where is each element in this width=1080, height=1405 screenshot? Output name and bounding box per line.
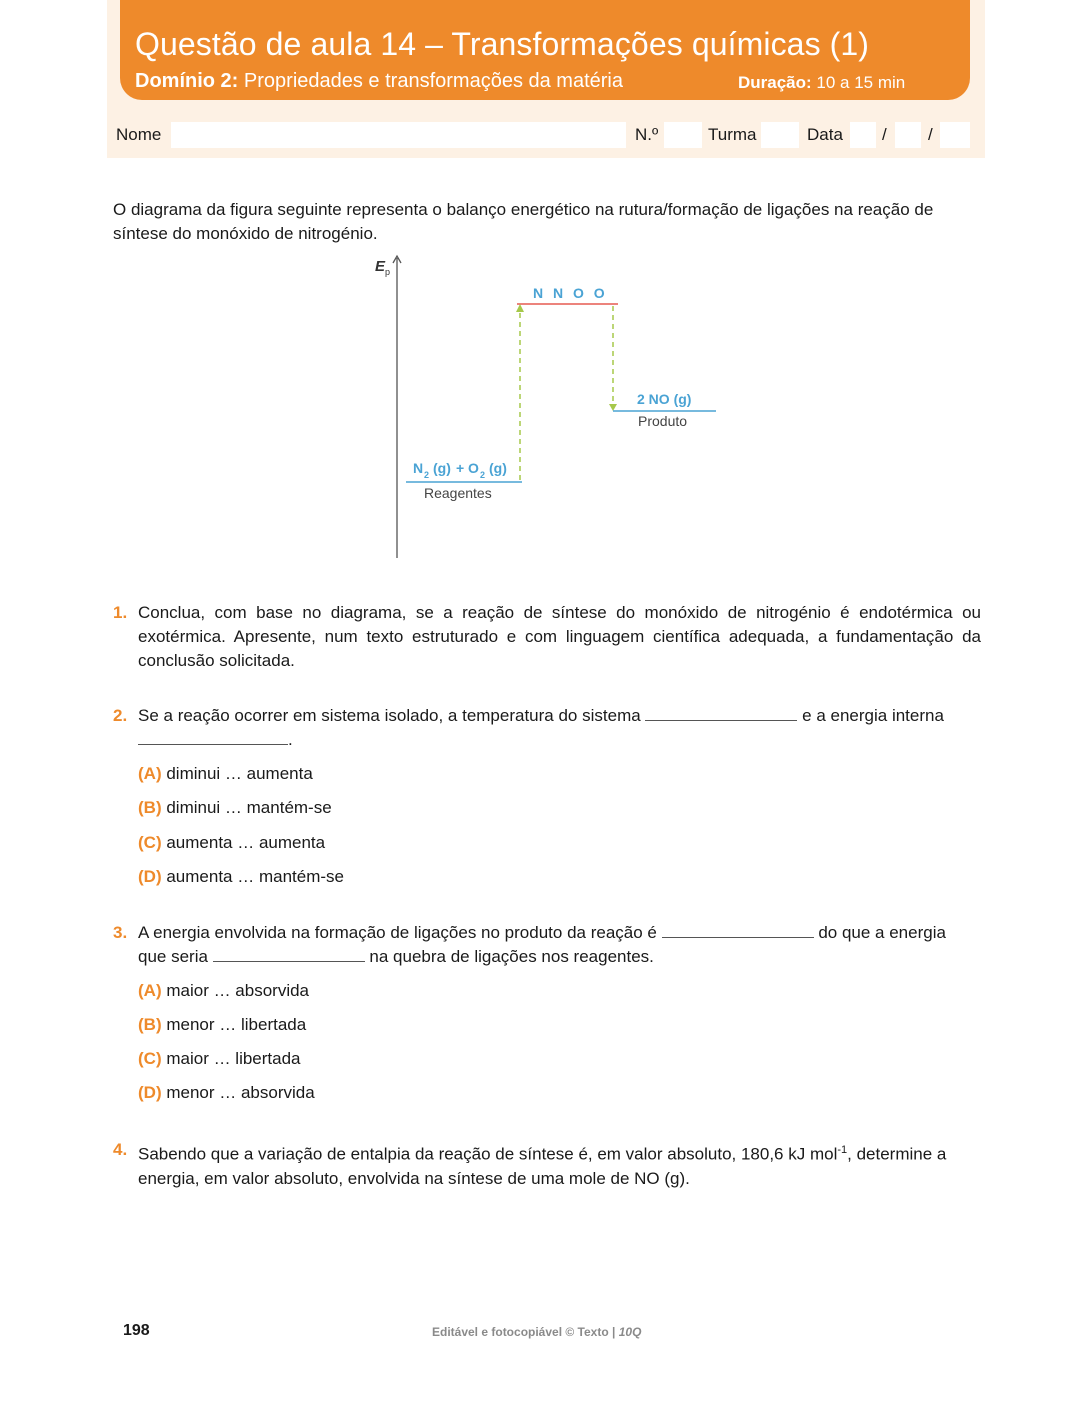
axis-label: E bbox=[375, 258, 386, 275]
question-text: Conclua, com base no diagrama, se a reação de síntese do monóxido de nitrogénio é endotérmica ou exotérmica. Apresente, num texto estruturado e com linguagem científica adequada, a fundamentação da conclusão solicitada. bbox=[138, 603, 981, 670]
bond-breaking-arrowhead bbox=[516, 304, 524, 312]
question-number: 1. bbox=[113, 603, 128, 622]
bond-forming-arrowhead bbox=[609, 404, 617, 411]
option-2c[interactable] bbox=[138, 833, 325, 853]
question-text-part: A energia envolvida na formação de ligações no produto da reação é bbox=[138, 923, 657, 942]
date-separator: / bbox=[928, 125, 933, 144]
option-text: diminui … mantém-se bbox=[166, 798, 332, 817]
answer-blank bbox=[662, 924, 814, 938]
header-band bbox=[120, 0, 970, 100]
credit-separator: | bbox=[612, 1325, 616, 1339]
class-label: Turma bbox=[708, 125, 757, 144]
axis-subscript: p bbox=[385, 267, 391, 277]
atoms-label: N N O O bbox=[533, 285, 608, 301]
name-label: Nome bbox=[116, 125, 162, 144]
number-field[interactable] bbox=[664, 122, 702, 148]
date-month-field[interactable] bbox=[895, 122, 921, 148]
question-text-part: do que a energia bbox=[818, 923, 946, 942]
number-label: N.º bbox=[635, 125, 659, 144]
question-number: 4. bbox=[113, 1140, 128, 1159]
domain-label: Domínio 2: bbox=[135, 70, 239, 92]
option-3a[interactable] bbox=[138, 981, 309, 1001]
option-2d[interactable] bbox=[138, 867, 344, 887]
question-text-part: Se a reação ocorrer em sistema isolado, a temperatura do sistema bbox=[138, 706, 641, 725]
question-text bbox=[138, 1138, 981, 1191]
reactant-n-state: (g) bbox=[433, 460, 451, 476]
question-number: 3. bbox=[113, 923, 128, 942]
reactant-o-state: (g) bbox=[489, 460, 507, 476]
option-letter: (C) bbox=[138, 833, 162, 852]
answer-blank bbox=[213, 948, 365, 962]
option-text: maior … absorvida bbox=[166, 981, 310, 1000]
duration-text: 10 a 15 min bbox=[816, 73, 906, 92]
option-2b[interactable] bbox=[138, 798, 332, 818]
unit-superscript: -1 bbox=[837, 1144, 848, 1156]
question-text bbox=[138, 704, 981, 752]
domain-text: Propriedades e transformações da matéria bbox=[243, 70, 623, 92]
question-3 bbox=[113, 921, 981, 969]
option-text: menor … libertada bbox=[166, 1015, 307, 1034]
date-year-field[interactable] bbox=[940, 122, 970, 148]
duration-line bbox=[738, 73, 905, 93]
option-3b[interactable] bbox=[138, 1015, 306, 1035]
answer-blank bbox=[138, 731, 288, 745]
reactant-n: N bbox=[413, 460, 424, 476]
domain-line bbox=[135, 70, 623, 93]
worksheet-header bbox=[107, 0, 985, 158]
option-letter: (B) bbox=[138, 798, 162, 817]
credit-text: Editável e fotocopiável © Texto bbox=[432, 1325, 609, 1339]
question-text-end: . bbox=[288, 730, 293, 749]
question-text-part: , determine a energia, em valor absoluto, envolvida na síntese de uma mole de NO (g). bbox=[138, 1144, 947, 1188]
answer-blank bbox=[645, 707, 797, 721]
date-label: Data bbox=[807, 125, 843, 144]
question-text-part: e a energia interna bbox=[802, 706, 944, 725]
class-field[interactable] bbox=[761, 122, 799, 148]
question-2 bbox=[113, 704, 981, 752]
option-2a[interactable] bbox=[138, 764, 313, 784]
option-letter: (A) bbox=[138, 764, 162, 783]
reactants-caption: Reagentes bbox=[424, 485, 492, 501]
page-title: Questão de aula 14 – Transformações químicas (1) bbox=[135, 26, 870, 62]
option-letter: (B) bbox=[138, 1015, 162, 1034]
reactant-n-subscript: 2 bbox=[424, 470, 430, 480]
option-text: aumenta … mantém-se bbox=[166, 867, 344, 886]
option-3c[interactable] bbox=[138, 1049, 301, 1069]
option-letter: (A) bbox=[138, 981, 162, 1000]
question-text-part: que seria bbox=[138, 947, 208, 966]
product-caption: Produto bbox=[638, 413, 688, 429]
reactant-o-subscript: 2 bbox=[480, 470, 486, 480]
reactants-formula bbox=[413, 460, 507, 480]
option-letter: (D) bbox=[138, 867, 162, 886]
option-text: menor … absorvida bbox=[166, 1083, 315, 1102]
option-text: diminui … aumenta bbox=[166, 764, 313, 783]
question-number: 2. bbox=[113, 706, 128, 725]
reactant-o: O bbox=[468, 460, 479, 476]
energy-diagram bbox=[360, 250, 740, 565]
option-text: aumenta … aumenta bbox=[166, 833, 326, 852]
option-letter: (D) bbox=[138, 1083, 162, 1102]
question-text bbox=[138, 921, 981, 969]
date-day-field[interactable] bbox=[850, 122, 876, 148]
duration-label: Duração: bbox=[738, 73, 812, 92]
intro-text: O diagrama da figura seguinte representa o balanço energético na rutura/formação de ligações na reação de síntese do monóxido de nitrogénio. bbox=[113, 200, 934, 243]
book-code: 10Q bbox=[618, 1325, 642, 1339]
question-1 bbox=[113, 601, 981, 673]
option-text: maior … libertada bbox=[166, 1049, 301, 1068]
question-4 bbox=[113, 1138, 981, 1191]
date-separator: / bbox=[882, 125, 887, 144]
footer-credit bbox=[432, 1325, 641, 1339]
name-field[interactable] bbox=[171, 122, 626, 148]
option-3d[interactable] bbox=[138, 1083, 315, 1103]
question-text-part: Sabendo que a variação de entalpia da reação de síntese é, em valor absoluto, 180,6 kJ mol bbox=[138, 1144, 838, 1164]
option-letter: (C) bbox=[138, 1049, 162, 1068]
page-number: 198 bbox=[123, 1322, 150, 1339]
question-text-part: na quebra de ligações nos reagentes. bbox=[369, 947, 654, 966]
reactant-plus: + bbox=[456, 460, 465, 476]
product-formula: 2 NO (g) bbox=[637, 391, 692, 407]
